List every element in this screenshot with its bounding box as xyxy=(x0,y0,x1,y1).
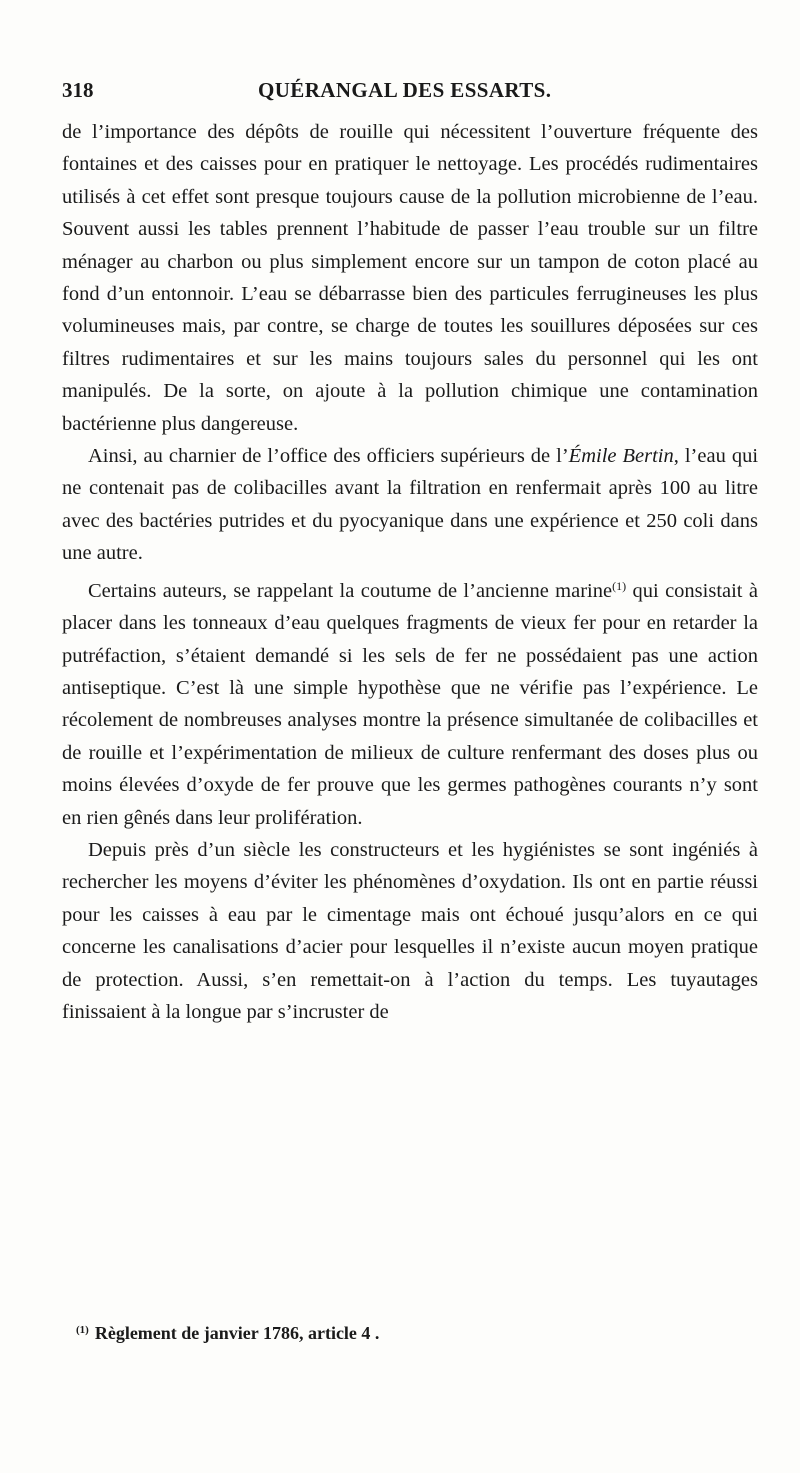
footnote-mark: (1) xyxy=(76,1324,89,1336)
paragraph-2-start: Ainsi, au charnier de l’office des officiers supérieurs de l’ xyxy=(88,445,569,468)
footnote-text: Règlement de janvier 1786, article 4 . xyxy=(94,1323,380,1343)
paragraph-3 xyxy=(62,570,758,834)
paragraph-4: Depuis près d’un siècle les constructeurs et les hygiénistes se sont ingéniés à rechercher les moyens d’éviter les phénomènes d’oxydation. Ils ont en partie réussi pour les caisses à eau par le cimentage mais ont échoué jusqu’alors en ce qui concerne les canalisations d’acier pour lesquelles il n’existe aucun moyen pratique de protection. Aussi, s’en remettait-on à l’action du temps. Les tuyautages finissaient à la longue par s’incruster de xyxy=(62,838,758,1023)
page-header xyxy=(62,78,770,108)
paragraph-2 xyxy=(62,440,758,570)
paragraph-3-end: qui consistait à placer dans les tonneaux d’eau quelques fragments de vieux fer pour en retarder la putréfaction, s’étaient demandé si les sels de fer ne possédaient pas une action antiseptique. C’est là une simple hypothèse que ne vérifie pas l’expérience. Le récolement de nombreuses analyses montre la présence simultanée de colibacilles et de rouille et l’expérimentation de milieux de culture renfermant des doses plus ou moins élevées d’oxyde de fer prouve que les germes pathogènes courants n’y sont en rien gênés dans leur prolifération. xyxy=(62,579,758,829)
page-number: 318 xyxy=(62,78,94,102)
footnote xyxy=(76,1323,379,1344)
ship-name: Émile Bertin xyxy=(568,445,674,468)
paragraph-1: de l’importance des dépôts de rouille qui nécessitent l’ouverture fréquente des fontaines et des caisses pour en pratiquer le nettoyage. Les procédés rudimentaires utilisés à cet effet sont presque toujours cause de la pollution microbienne de l’eau. Souvent aussi les tables prennent l’habitude de passer l’eau trouble sur un filtre ménager au charbon ou plus simplement encore sur un tampon de coton placé au fond d’un entonnoir. L’eau se débarrasse bien des particules ferrugineuses les plus volumineuses mais, par contre, se charge de toutes les souillures déposées sur ces filtres rudimentaires et sur les mains toujours sales du personnel qui les ont manipulés. De la sorte, on ajoute à la pollution chimique une contamination bactérienne plus dangereuse. xyxy=(62,121,758,435)
body-text xyxy=(62,116,758,1028)
running-title: QUÉRANGAL DES ESSARTS. xyxy=(258,78,552,102)
footnote-reference: (1) xyxy=(612,578,627,593)
paragraph-2-end: , l’eau qui ne contenait pas de colibacilles avant la filtration en renfermait après 100 au litre avec des bactéries putrides et du pyocyanique dans une expérience et 250 coli dans une autre. xyxy=(62,445,759,565)
paragraph-3-start: Certains auteurs, se rappelant la coutume de l’ancienne marine xyxy=(88,579,613,602)
